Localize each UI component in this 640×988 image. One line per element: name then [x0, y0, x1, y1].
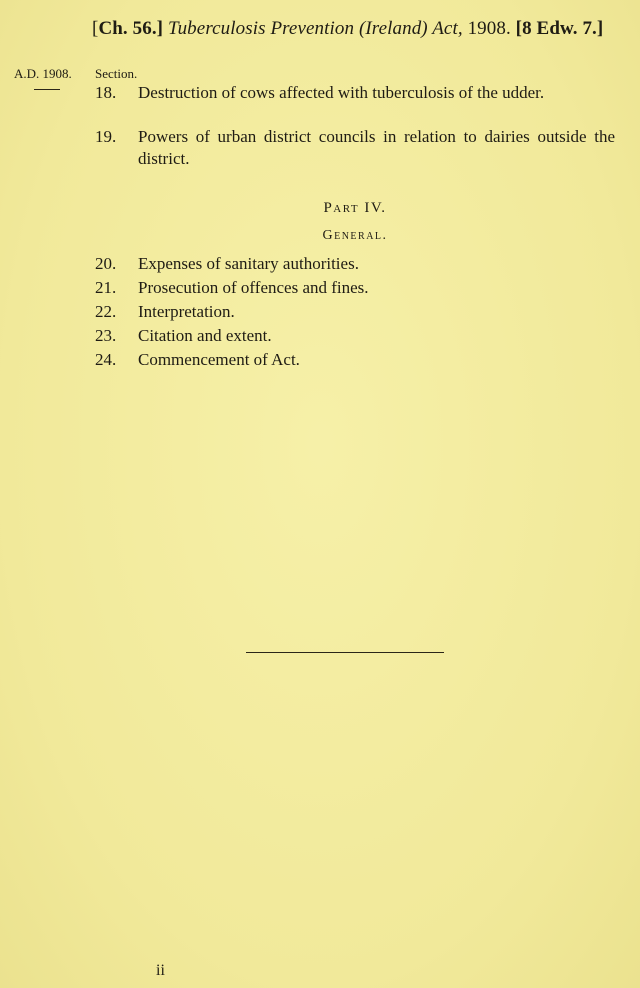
section-entry-23 — [95, 325, 615, 347]
section-title: Prosecution of offences and fines. — [138, 278, 369, 297]
section-entry-19 — [95, 126, 615, 170]
section-title: Interpretation. — [138, 302, 235, 321]
header-year: 1908. — [467, 18, 511, 39]
section-title: Citation and extent. — [138, 326, 272, 345]
section-number: 22. — [95, 302, 117, 321]
section-entry-22 — [95, 301, 615, 323]
header-regnal: [8 Edw. 7.] — [515, 18, 604, 39]
margin-dash — [34, 89, 60, 90]
header-open-bracket: [ — [92, 18, 99, 39]
header-title: Tuberculosis Prevention (Ireland) Act, — [167, 18, 463, 39]
section-number: 19. — [95, 127, 117, 146]
section-number: 20. — [95, 254, 117, 273]
part-heading: Part IV. — [323, 200, 387, 216]
section-number: 24. — [95, 350, 117, 369]
section-label: Section. — [95, 66, 138, 81]
section-entry-24 — [95, 349, 615, 371]
section-number: 18. — [95, 83, 117, 102]
header-chapter: Ch. 56.] — [98, 18, 164, 39]
section-entry-21 — [95, 277, 615, 299]
running-header — [92, 18, 632, 40]
margin-date: A.D. 1908. — [14, 66, 72, 81]
part-subheading: General. — [322, 228, 388, 243]
section-entry-20 — [95, 253, 615, 275]
page-number: ii — [156, 962, 165, 979]
end-rule — [246, 652, 444, 653]
section-number: 23. — [95, 326, 117, 345]
section-title: Destruction of cows affected with tuberculosis of the udder. — [138, 83, 545, 102]
section-number: 21. — [95, 278, 117, 297]
section-title: Expenses of sanitary authorities. — [138, 254, 359, 273]
section-title: Commencement of Act. — [138, 350, 300, 369]
section-entry-18 — [95, 82, 615, 104]
section-title: Powers of urban district councils in relation to dairies outside the district. — [138, 127, 615, 168]
